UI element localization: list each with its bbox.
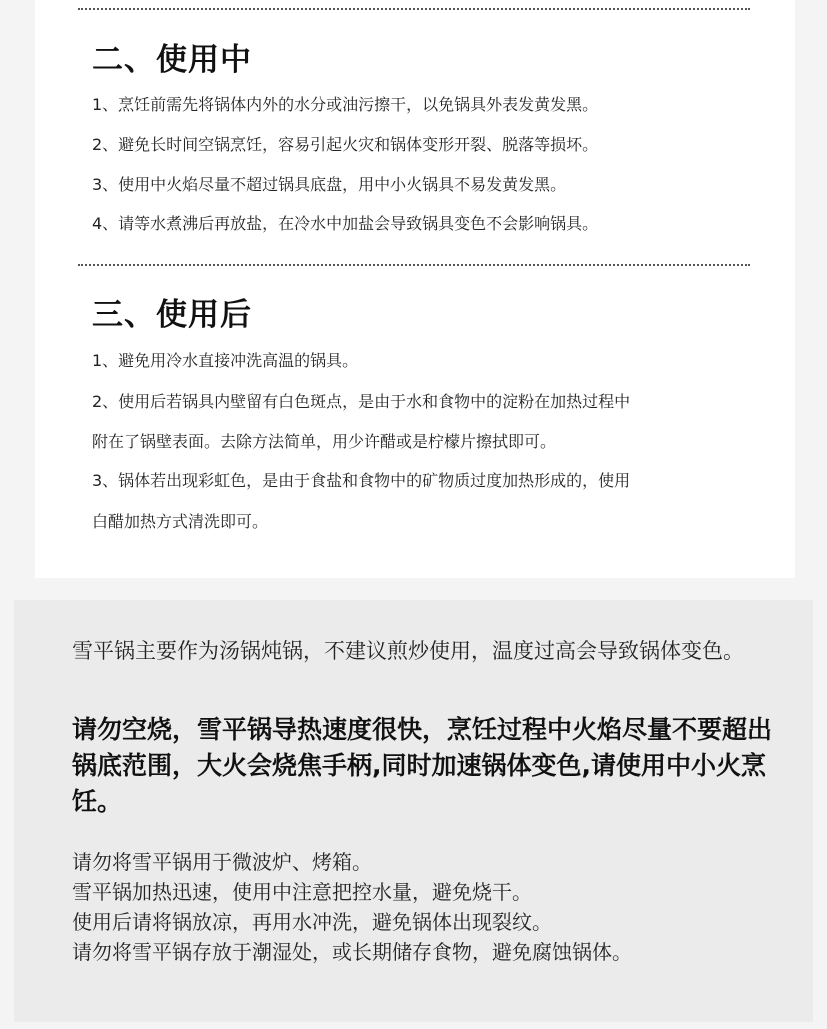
- list-item: 2、避免长时间空锅烹饪，容易引起火灾和锅体变形开裂、脱落等损坏。: [92, 135, 599, 154]
- list-item: 2、使用后若锅具内壁留有白色斑点，是由于水和食物中的淀粉在加热过程中: [92, 392, 631, 411]
- tip-item: 请勿将雪平锅用于微波炉、烤箱。: [72, 850, 372, 874]
- list-item: 3、使用中火焰尽量不超过锅具底盘，用中小火锅具不易发黄发黑。: [92, 175, 567, 194]
- tip-item: 请勿将雪平锅存放于潮湿处，或长期储存食物，避免腐蚀锅体。: [72, 940, 632, 964]
- list-item-continuation: 白醋加热方式清洗即可。: [92, 512, 269, 531]
- list-item: 1、避免用冷水直接冲洗高温的锅具。: [92, 351, 359, 370]
- warning-note: 请勿空烧，雪平锅导热速度很快，烹饪过程中火焰尽量不要超出锅底范围，大火会烧焦手柄,同时加速锅体变色,请使用中小火烹饪。: [72, 715, 773, 816]
- usage-note: 雪平锅主要作为汤锅炖锅，不建议煎炒使用，温度过高会导致锅体变色。: [72, 639, 744, 663]
- list-item: 3、锅体若出现彩虹色，是由于食盐和食物中的矿物质过度加热形成的，使用: [92, 471, 631, 490]
- dotted-divider: [78, 8, 750, 10]
- dotted-divider: [78, 264, 750, 266]
- list-item: 4、请等水煮沸后再放盐，在冷水中加盐会导致锅具变色不会影响锅具。: [92, 214, 599, 233]
- tips-list: [72, 847, 632, 967]
- list-item-continuation: 附在了锅壁表面。去除方法简单，用少许醋或是柠檬片擦拭即可。: [92, 432, 557, 451]
- tip-item: 使用后请将锅放凉，再用水冲洗，避免锅体出现裂纹。: [72, 910, 552, 934]
- section-title-after-use: 三、使用后: [92, 297, 252, 333]
- list-item: 1、烹饪前需先将锅体内外的水分或油污擦干，以免锅具外表发黄发黑。: [92, 95, 599, 114]
- tip-item: 雪平锅加热迅速，使用中注意把控水量，避免烧干。: [72, 880, 532, 904]
- section-title-during-use: 二、使用中: [92, 42, 252, 78]
